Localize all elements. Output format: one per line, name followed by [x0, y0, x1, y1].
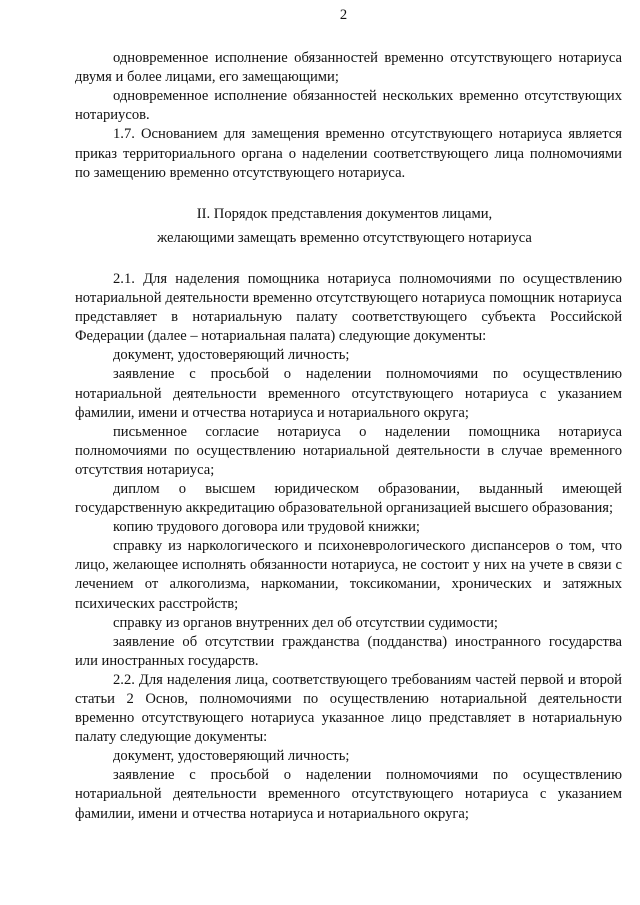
clause-2-1-item: справку из органов внутренних дел об отсутствии судимости;: [113, 614, 498, 631]
clause-2-2-item: документ, удостоверяющий личность;: [113, 748, 350, 765]
section-title-line-2: желающими замещать временно отсутствующего нотариуса: [157, 229, 532, 246]
clause-2-1-item: справку из наркологического и психоневрологического диспансеров о том, что лицо, желающее исполнять обязанности нотариуса, не состоит у них на учете в связи с лечением от алкоголизма, наркомании, токсикомании, хронических и затяжных психических расстройств;: [75, 538, 622, 612]
clause-2-1-item: документ, удостоверяющий личность;: [113, 347, 350, 364]
intro-paragraph-2: одновременное исполнение обязанностей нескольких временно отсутствующих нотариусов.: [75, 88, 622, 124]
clause-2-2-item: заявление с просьбой о наделении полномочиями по осуществлению нотариальной деятельности временного отсутствующего нотариуса с указанием фамилии, имени и отчества нотариуса и нотариального округа;: [75, 767, 622, 822]
clause-2-1-item: копию трудового договора или трудовой книжки;: [113, 519, 420, 536]
clause-2-1: 2.1. Для наделения помощника нотариуса полномочиями по осуществлению нотариальной деятельности временно отсутствующего нотариуса помощник нотариуса представляет в нотариальную палату соответствующего субъекта Российской Федерации (далее – нотариальная палата) следующие документы:: [75, 270, 622, 345]
page-number: 2: [339, 7, 348, 23]
section-title: [75, 205, 622, 248]
section-title-line-1: II. Порядок представления документов лицами,: [196, 205, 493, 222]
clause-1-7: 1.7. Основанием для замещения временно отсутствующего нотариуса является приказ территориального органа о наделении соответствующего лица полномочиями по замещению временно отсутствующего нотариуса.: [75, 126, 622, 181]
intro-paragraph-1: одновременное исполнение обязанностей временно отсутствующего нотариуса двумя и более лицами, его замещающими;: [75, 50, 622, 86]
clause-2-1-item: заявление об отсутствии гражданства (подданства) иностранного государства или иностранных государств.: [75, 633, 622, 669]
clause-2-1-item: заявление с просьбой о наделении полномочиями по осуществлению нотариальной деятельности временного отсутствующего нотариуса с указанием фамилии, имени и отчества нотариуса и нотариального округа;: [75, 366, 622, 421]
clause-2-2: 2.2. Для наделения лица, соответствующего требованиям частей первой и второй статьи 2 Основ, полномочиями по осуществлению нотариальной деятельности временно отсутствующего нотариуса указанное лицо представляет в нотариальную палату следующие документы:: [75, 671, 622, 746]
clause-2-1-item: диплом о высшем юридическом образовании, выданный имеющей государственную аккредитацию образовательной организацией высшего образования;: [75, 480, 622, 517]
clause-2-1-item: письменное согласие нотариуса о наделении помощника нотариуса полномочиями по осуществлению нотариальной деятельности в случае временного отсутствия нотариуса;: [75, 423, 622, 478]
